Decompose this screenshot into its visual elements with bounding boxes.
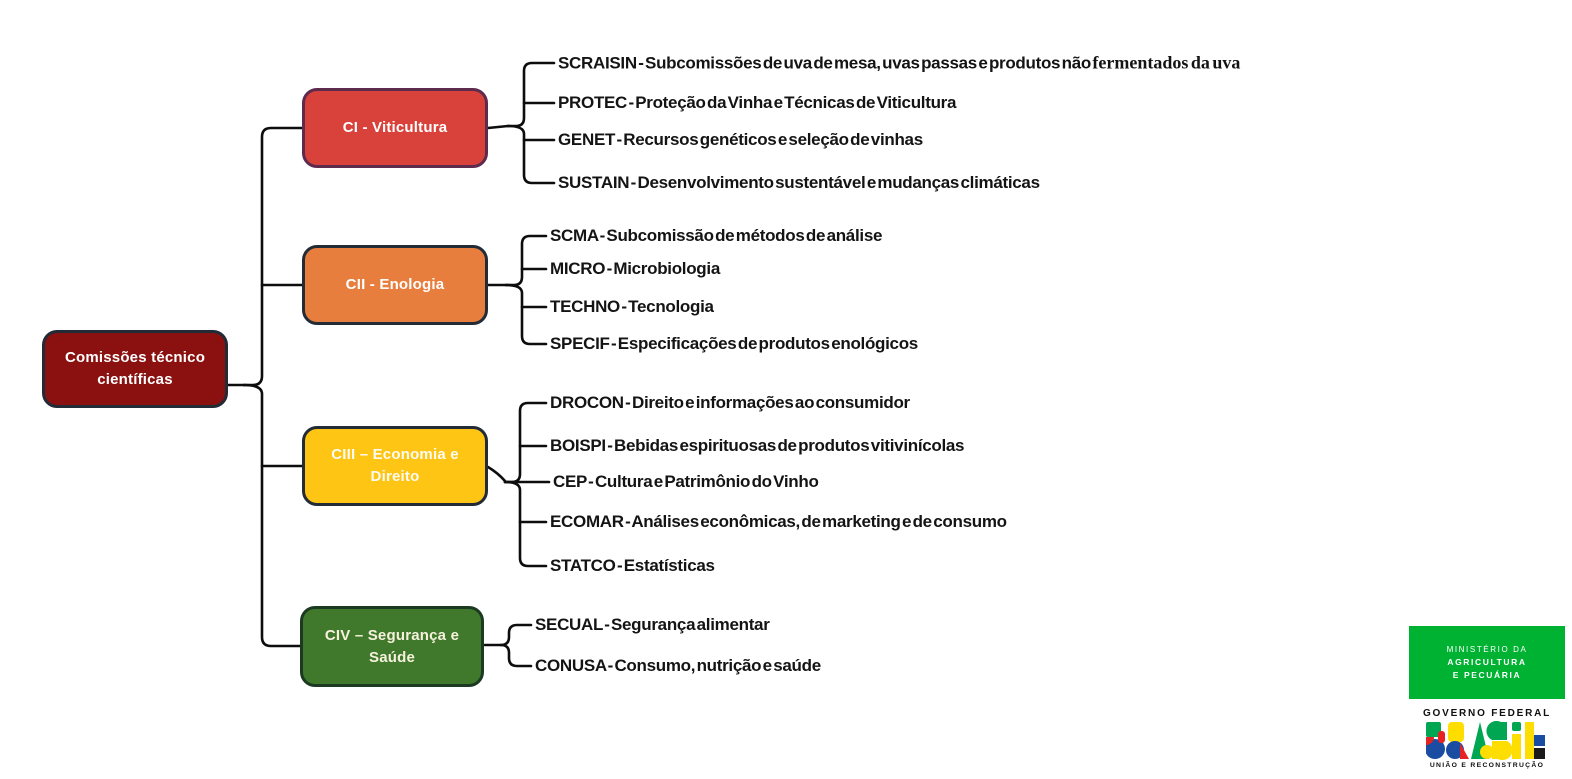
leaf-statco <box>550 556 715 576</box>
leaf-ecomar <box>550 512 1007 532</box>
leaf-protec <box>558 93 956 113</box>
leaf-text: STATCO - Estatísticas <box>550 556 715 575</box>
leaf-text: TECHNO - Tecnologia <box>550 297 714 316</box>
connector-ciii-brace-lower <box>505 482 546 566</box>
connector-civ-brace-upper <box>501 625 531 645</box>
branch-node-ci-viticultura <box>302 88 488 168</box>
connector-ciii-stem <box>488 467 505 481</box>
leaf-specif <box>550 334 918 354</box>
brasil-wordmark-logo <box>1426 721 1548 761</box>
connector-left-brace-upper <box>244 128 302 385</box>
connector-ci-stem <box>488 126 508 128</box>
ministry-line-3: E PECUÁRIA <box>1452 669 1522 680</box>
leaf-drocon <box>550 393 910 413</box>
branch-node-label: CIII – Economia e Direito <box>331 446 459 485</box>
leaf-text: SCMA - Subcomissão de métodos de análise <box>550 226 883 245</box>
leaf-text: BOISPI - Bebidas espirituosas de produtos vitivinícolas <box>550 436 965 455</box>
connector-civ-brace-lower <box>501 645 531 666</box>
leaf-micro <box>550 259 720 279</box>
leaf-text: SPECIF - Especificações de produtos enológicos <box>550 334 918 353</box>
leaf-text: GENET - Recursos genéticos e seleção de vinhas <box>558 130 923 149</box>
leaf-text: SCRAISIN - Subcomissões de uva de mesa, uvas passas e produtos não <box>558 53 1093 73</box>
governo-federal-label: GOVERNO FEDERAL <box>1422 708 1552 719</box>
leaf-scraisin <box>558 53 1240 74</box>
leaf-text: ECOMAR - Análises econômicas, de marketing e de consumo <box>550 512 1007 531</box>
branch-node-ciii-economia-direito <box>302 426 488 506</box>
government-logo-block <box>1409 626 1565 772</box>
branch-node-label: CI - Viticultura <box>342 119 448 137</box>
leaf-cep <box>553 472 819 492</box>
leaf-text: DROCON - Direito e informações ao consumidor <box>550 393 910 412</box>
leaf-text: PROTEC - Proteção da Vinha e Técnicas de Viticultura <box>558 93 957 112</box>
connector-ci-brace-upper <box>508 63 554 126</box>
connector-cii-brace-upper <box>506 236 546 285</box>
branch-node-cii-enologia <box>302 245 488 325</box>
leaf-boispi <box>550 436 964 456</box>
connector-ci-brace-lower <box>508 126 554 183</box>
leaf-text: MICRO - Microbiologia <box>550 259 720 278</box>
branch-node-label: CIV – Segurança e Saúde <box>324 626 460 666</box>
ministry-banner <box>1409 626 1565 699</box>
leaf-genet <box>558 130 923 150</box>
leaf-conusa <box>535 656 821 676</box>
leaf-techno <box>550 297 714 317</box>
leaf-text-serif: fermentados da uva <box>1092 52 1241 73</box>
leaf-text: SUSTAIN - Desenvolvimento sustentável e mudanças climáticas <box>558 173 1040 192</box>
ministry-line-2: AGRICULTURA <box>1447 656 1527 667</box>
leaf-sustain <box>558 173 1040 193</box>
connector-left-brace-lower <box>244 385 300 646</box>
connector-cii-brace-lower <box>506 285 546 344</box>
branch-node-civ-seguranca-saude <box>300 606 484 687</box>
root-node-comissoes <box>42 330 228 408</box>
leaf-text: CONUSA - Consumo, nutrição e saúde <box>535 656 821 675</box>
ministry-line-1: MINISTÉRIO DA <box>1446 644 1528 654</box>
leaf-text: SECUAL - Segurança alimentar <box>535 615 770 634</box>
root-node-label: Comissões técnico científicas <box>64 349 206 388</box>
leaf-text: CEP - Cultura e Patrimônio do Vinho <box>553 472 819 491</box>
leaf-scma <box>550 226 882 246</box>
uniao-reconstrucao-tagline: UNIÃO E RECONSTRUÇÃO <box>1429 762 1545 769</box>
branch-node-label: CII - Enologia <box>345 276 445 294</box>
connector-ciii-brace-upper <box>505 403 546 482</box>
leaf-secual <box>535 615 770 635</box>
